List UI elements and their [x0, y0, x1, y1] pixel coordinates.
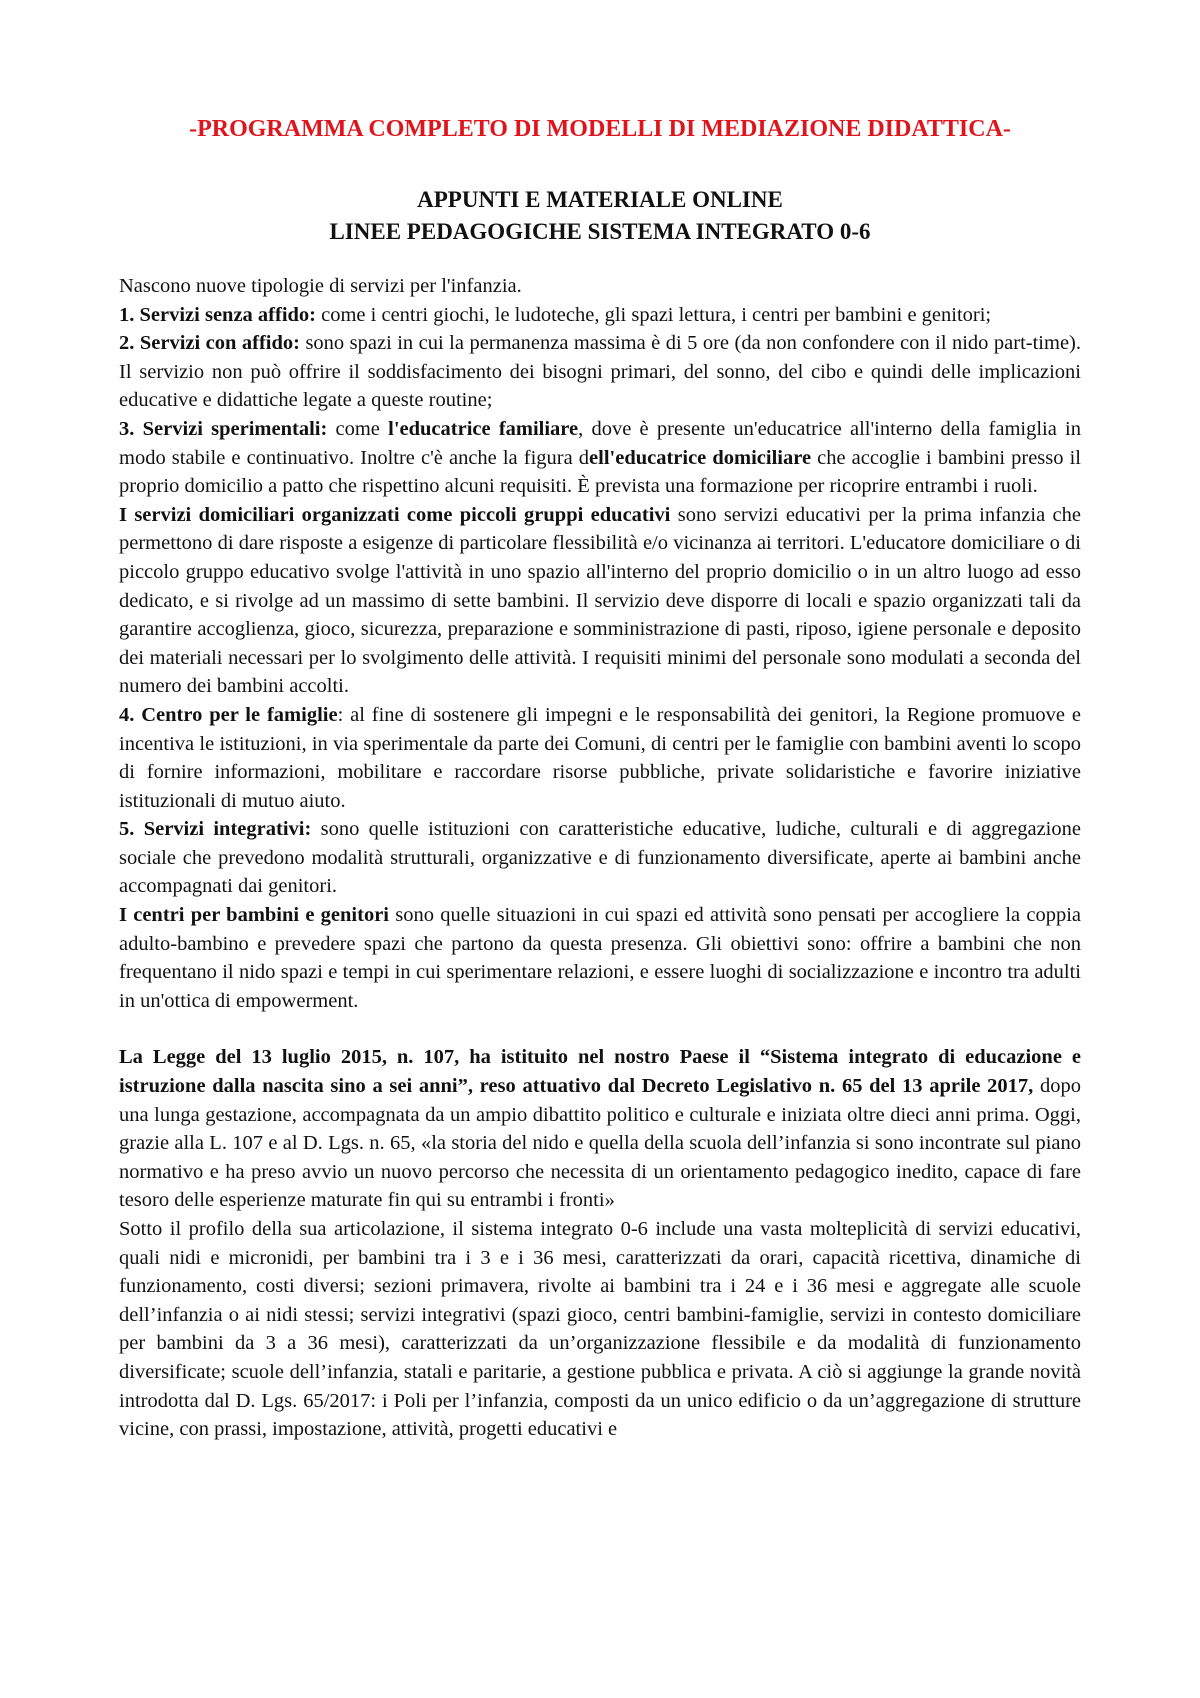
item-emphasis: ell'educatrice domiciliare — [589, 446, 812, 469]
item-heading: 1. Servizi senza affido: — [119, 303, 316, 326]
subtitle-appunti: APPUNTI E MATERIALE ONLINE — [417, 187, 783, 212]
paragraph-heading: La Legge del 13 luglio 2015, n. 107, ha istituito nel nostro Paese il “Sistema integrato di educazione e istruzione dalla nascita sino a sei anni”, reso attuativo dal Decreto Legislativo n. 65 del 13 aprile 2017, — [119, 1046, 1081, 1098]
item-text: : al fine di sostenere gli impegni e le responsabilità dei genitori, la Regione promuove e incentiva le istituzioni, in via sperimentale da parte dei Comuni, di centri per le famiglie con bambini aventi lo scopo di fornire informazioni, mobilitare e raccordare risorse pubbliche, private solidaristiche e favorire iniziative istituzionali di mutuo aiuto. — [119, 703, 1081, 812]
item-text: come — [327, 417, 389, 440]
paragraph-heading: I servizi domiciliari organizzati come piccoli gruppi educativi — [119, 503, 671, 526]
item-servizi-senza-affido — [119, 301, 1081, 330]
item-heading: 5. Servizi integrativi: — [119, 818, 312, 841]
item-heading: 3. Servizi sperimentali: — [119, 417, 328, 440]
paragraph-servizi-domiciliari — [119, 501, 1081, 701]
paragraph-articolazione: Sotto il profilo della sua articolazione, il sistema integrato 0-6 include una vasta molteplicità di servizi educativi, quali nidi e micronidi, per bambini tra i 3 e i 36 mesi, caratterizzati da orari, capacità ricettiva, dinamiche di funzionamento, costi diversi; sezioni primavera, rivolte ai bambini tra i 24 e i 36 mesi e aggregate alle scuole dell’infanzia o ai nidi stessi; servizi integrativi (spazi gioco, centri bambini-famiglie, servizi in contesto domiciliare per bambini da 3 a 36 mesi), caratterizzati da un’organizzazione flessibile e da modalità di funzionamento diversificate; scuole dell’infanzia, statali e paritarie, a gestione pubblica e privata. A ciò si aggiunge la grande novità introdotta dal D. Lgs. 65/2017: i Poli per l’infanzia, composti da un unico edificio o da un’aggregazione di strutture vicine, con prassi, impostazione, attività, progetti educativi e — [119, 1218, 1081, 1441]
item-servizi-sperimentali — [119, 415, 1081, 501]
paragraph-text: sono servizi educativi per la prima infanzia che permettono di dare risposte a esigenze di particolare flessibilità e/o vicinanza ai territori. L'educatore domiciliare o di piccolo gruppo educativo svolge l'attività in uno spazio all'interno del proprio domicilio o in un altro luogo ad esso dedicato, e si rivolge ad un massimo di sette bambini. Il servizio deve disporre di locali e spazio organizzati tali da garantire accoglienza, gioco, sicurezza, preparazione e somministrazione di pasti, riposo, igiene personale e deposito dei materiali necessari per lo svolgimento delle attività. I requisiti minimi del personale sono modulati a seconda del numero dei bambini accolti. — [119, 503, 1081, 698]
item-servizi-con-affido — [119, 329, 1081, 415]
paragraph-heading: I centri per bambini e genitori — [119, 904, 390, 927]
item-text: , dove è presente un'educatrice all'interno della famiglia in modo stabile e continuativo. Inoltre c'è anche la figura d — [119, 417, 1081, 469]
document-title: -PROGRAMMA COMPLETO DI MODELLI DI MEDIAZIONE DIDATTICA- — [189, 116, 1011, 142]
item-heading: 2. Servizi con affido: — [119, 332, 300, 355]
item-heading: 4. Centro per le famiglie — [119, 703, 338, 726]
document-body — [119, 272, 1081, 1444]
paragraph-text: sono quelle situazioni in cui spazi ed attività sono pensati per accogliere la coppia adulto-bambino e prevedere spazi che partono da questa presenza. Gli obiettivi sono: offrire a bambini che non frequentano il nido spazi e tempi in cui sperimentare relazioni, e essere luoghi di socializzazione e incontro tra adulti in un'ottica di empowerment. — [119, 904, 1082, 1012]
subtitle-linee-pedagogiche: LINEE PEDAGOGICHE SISTEMA INTEGRATO 0-6 — [329, 219, 871, 244]
subtitle-block — [119, 184, 1081, 248]
paragraph-text: dopo una lunga gestazione, accompagnata da un ampio dibattito politico e culturale e iniziata oltre dieci anni prima. Oggi, grazie alla L. 107 e al D. Lgs. n. 65, «la storia del nido e quella della scuola dell’infanzia si sono incontrate sul piano normativo e ha preso avvio un nuovo percorso che necessita di un orientamento pedagogico inedito, capace di fare tesoro delle esperienze maturate fin qui su entrambi i fronti» — [119, 1075, 1081, 1212]
paragraph-centri-bambini-genitori — [119, 901, 1081, 1015]
item-centro-famiglie — [119, 701, 1081, 815]
item-emphasis: l'educatrice familiare — [388, 417, 579, 440]
item-text: sono quelle istituzioni con caratteristiche educative, ludiche, culturali e di aggregazione sociale che prevedono modalità strutturali, organizzative e di funzionamento diversificate, aperte ai bambini anche accompagnati dai genitori. — [119, 818, 1081, 898]
item-servizi-integrativi — [119, 815, 1081, 901]
paragraph-legge-107 — [119, 1043, 1081, 1215]
intro-paragraph: Nascono nuove tipologie di servizi per l'infanzia. — [119, 275, 522, 297]
item-text: sono spazi in cui la permanenza massima è di 5 ore (da non confondere con il nido part-time). Il servizio non può offrire il soddisfacimento dei bisogni primari, del sonno, del cibo e quindi delle implicazioni educative e didattiche legate a queste routine; — [119, 332, 1081, 412]
item-text: che accoglie i bambini presso il proprio domicilio a patto che rispettino alcuni requisiti. È prevista una formazione per ricoprire entrambi i ruoli. — [119, 446, 1081, 498]
item-text: come i centri giochi, le ludoteche, gli spazi lettura, i centri per bambini e genitori; — [316, 303, 992, 326]
